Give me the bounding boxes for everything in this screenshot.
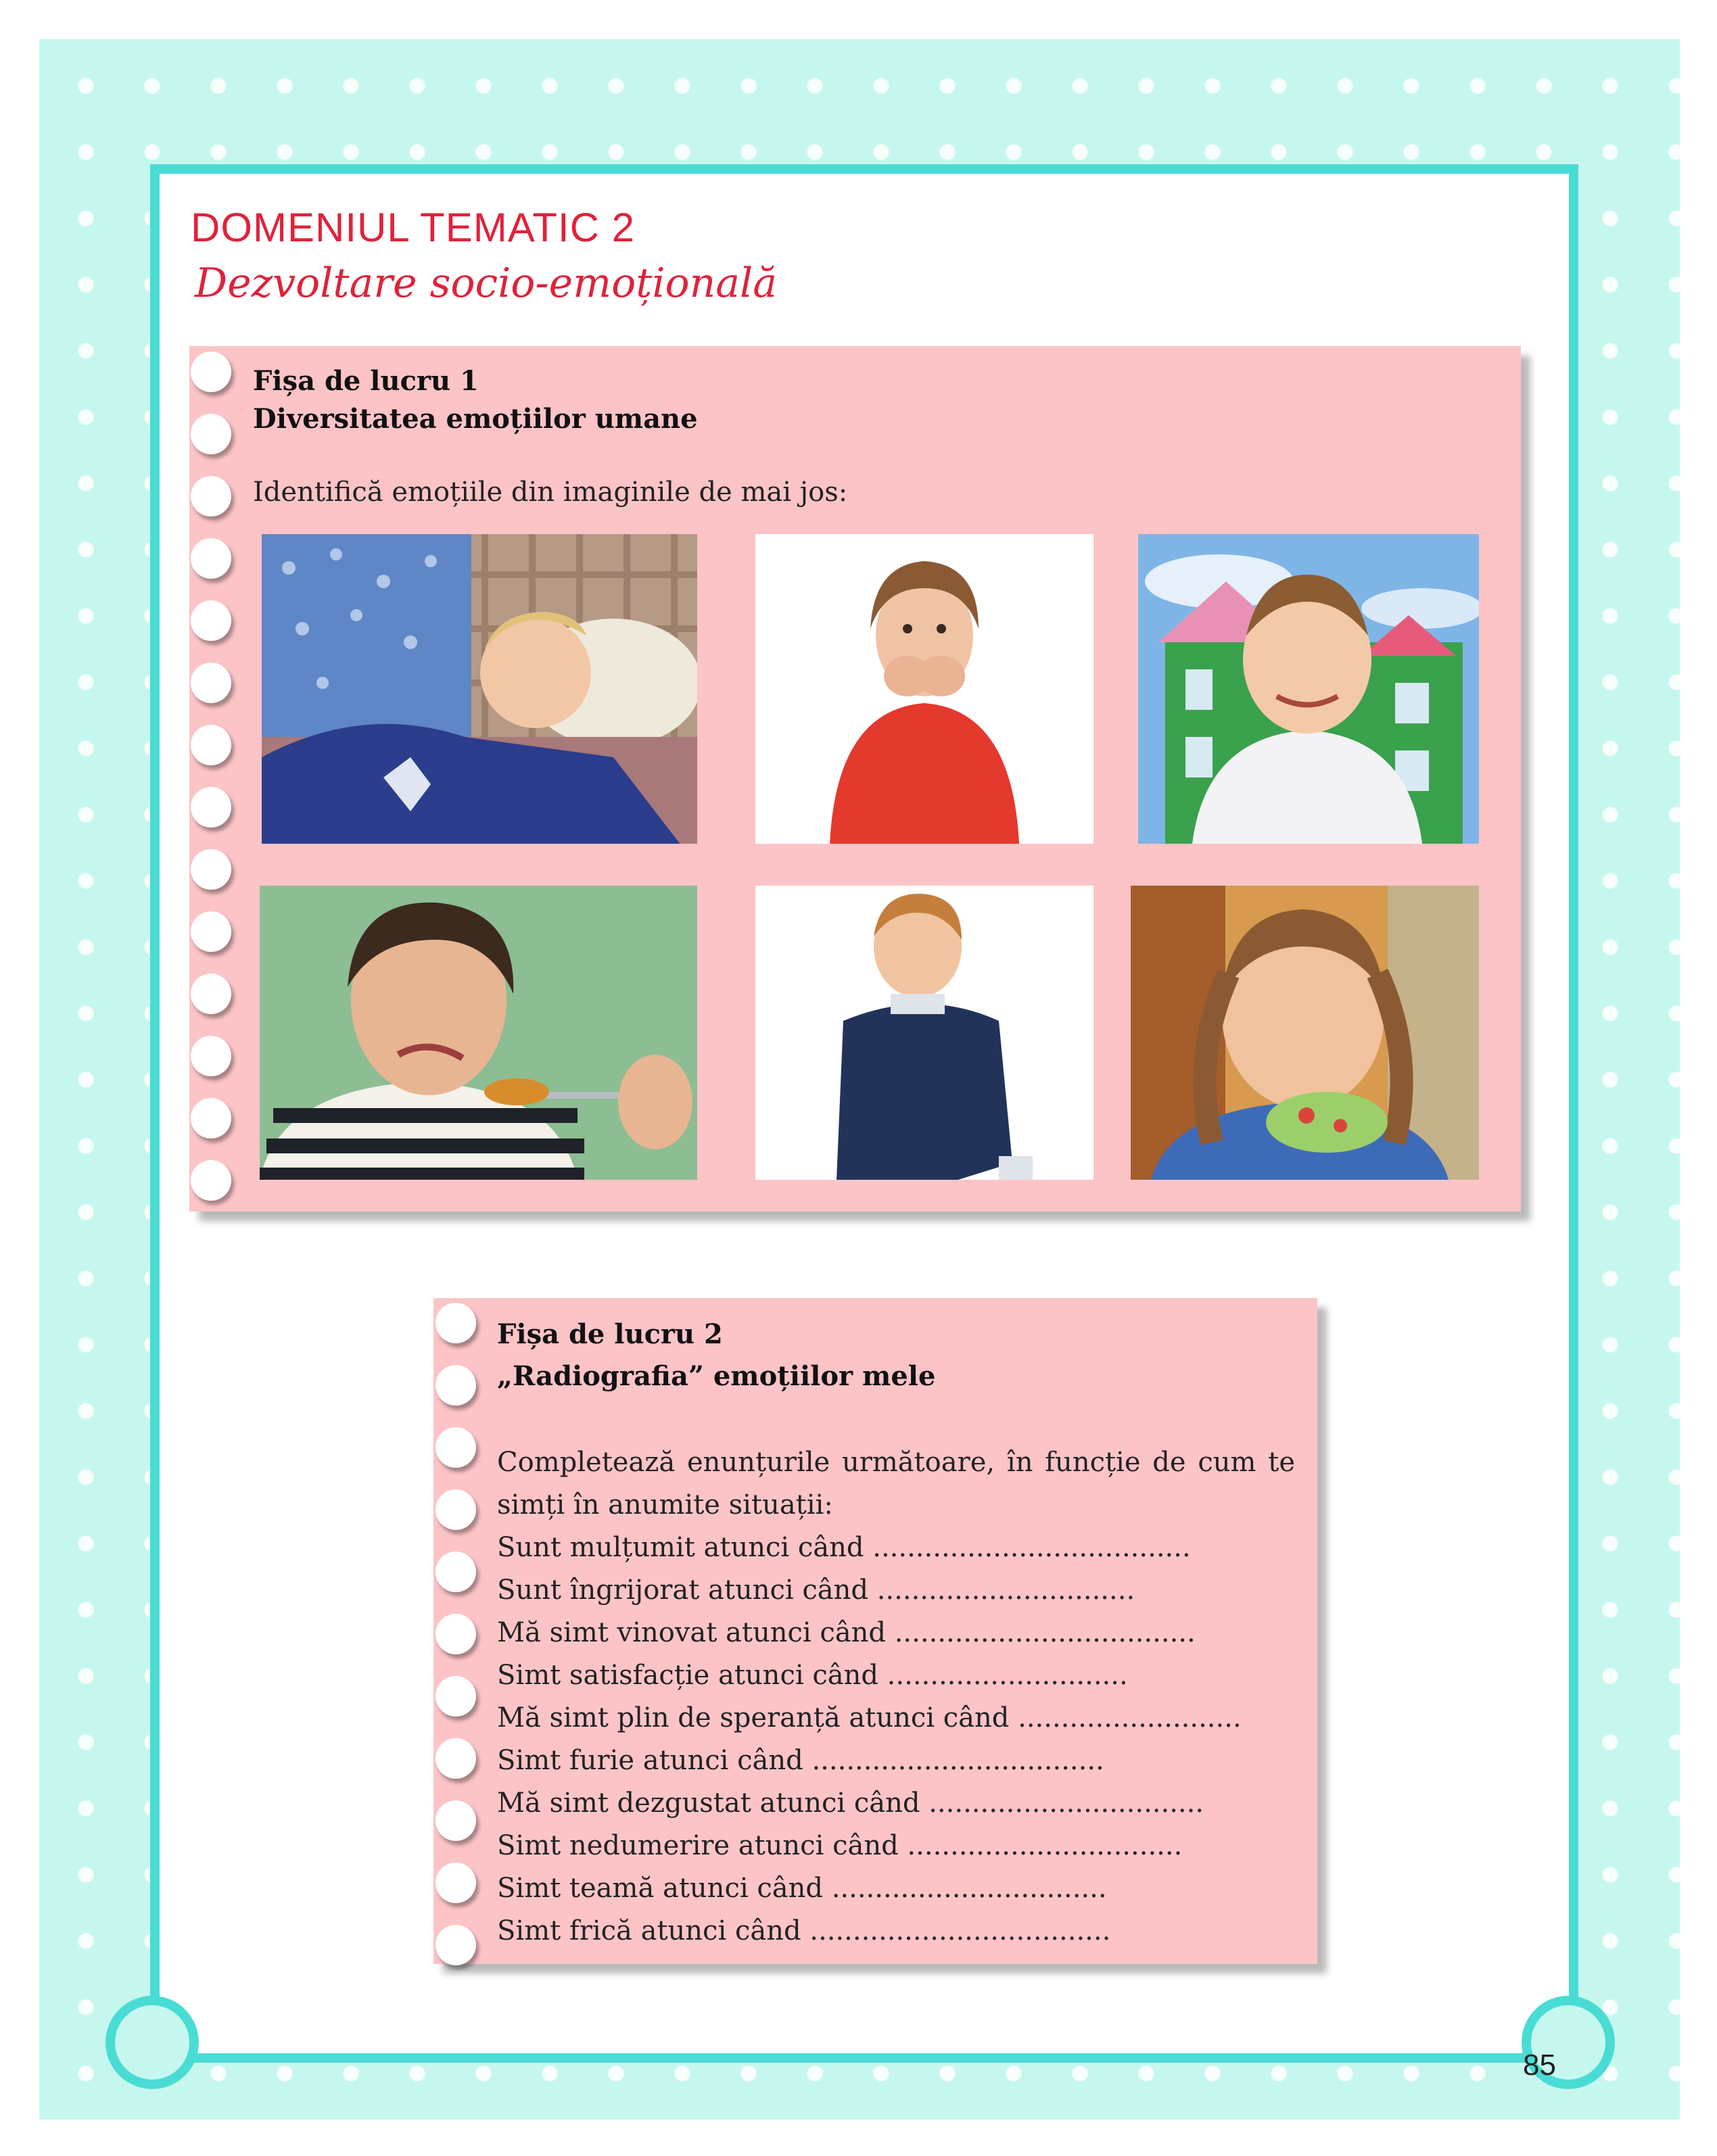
binder-hole <box>436 1800 476 1841</box>
binder-hole <box>191 974 231 1014</box>
worksheet-2-instruction-line-2: simți în anumite situații: <box>497 1489 833 1520</box>
binder-hole <box>191 538 231 579</box>
binder-hole <box>191 476 231 517</box>
binder-hole <box>436 1614 476 1654</box>
domain-title: DOMENIUL TEMATIC 2 <box>191 205 635 250</box>
sentence-line-1: Sunt mulțumit atunci când ..................................... <box>497 1532 1191 1563</box>
worksheet-1-instruction: Identifică emoțiile din imaginile de mai jos: <box>253 477 848 508</box>
binder-hole <box>436 1427 476 1468</box>
binder-hole <box>191 911 231 952</box>
photo-girl-braids-salad <box>1131 886 1479 1180</box>
sentence-line-4: Simt satisfacție atunci când ............................ <box>497 1660 1128 1691</box>
domain-subtitle: Dezvoltare socio-emoțională <box>195 260 778 307</box>
binder-hole <box>191 725 231 765</box>
binder-hole <box>191 787 231 828</box>
binder-hole <box>436 1552 476 1592</box>
binder-hole <box>436 1365 476 1406</box>
sentence-line-6: Simt furie atunci când .................................. <box>497 1745 1104 1776</box>
photo-girl-scared <box>755 534 1093 844</box>
binder-hole <box>191 352 231 392</box>
page-number: 85 <box>1523 2049 1556 2082</box>
sentence-line-7: Mă simt dezgustat atunci când ................................ <box>497 1788 1204 1819</box>
binder-hole <box>191 1036 231 1076</box>
sentence-line-10: Simt frică atunci când ................................... <box>497 1915 1111 1946</box>
binder-hole <box>191 849 231 890</box>
sentence-line-2: Sunt îngrijorat atunci când .............................. <box>497 1575 1135 1606</box>
binder-hole <box>191 1098 231 1139</box>
corner-notch-left <box>105 1996 199 2089</box>
binder-hole <box>436 1738 476 1779</box>
binder-hole <box>436 1489 476 1530</box>
binder-hole <box>191 600 231 641</box>
binder-hole <box>436 1303 476 1343</box>
sentence-line-8: Simt nedumerire atunci când ................................ <box>497 1830 1183 1861</box>
binder-hole <box>191 1160 231 1201</box>
sentence-line-5: Mă simt plin de speranță atunci când .......................... <box>497 1702 1242 1733</box>
binder-hole <box>191 414 231 454</box>
binder-hole <box>436 1925 476 1965</box>
photo-boy-lying-sad <box>262 534 697 844</box>
photo-toddler-smiling <box>1138 534 1479 844</box>
worksheet-1-number: Fișa de lucru 1 <box>253 365 479 397</box>
binder-hole <box>436 1676 476 1717</box>
worksheet-1-title: Diversitatea emoțiilor umane <box>253 403 698 435</box>
worksheet-2-number: Fișa de lucru 2 <box>497 1318 723 1350</box>
binder-hole <box>191 663 231 703</box>
photo-boy-sweater <box>755 886 1093 1180</box>
worksheet-2-title: „Radiografia” emoțiilor mele <box>497 1360 936 1392</box>
binder-hole <box>436 1863 476 1903</box>
worksheet-2-instruction-line-1: Completează enunțurile următoare, în funcție de cum te <box>497 1447 1295 1478</box>
sentence-line-9: Simt teamă atunci când ................................ <box>497 1873 1107 1904</box>
sentence-line-3: Mă simt vinovat atunci când ................................... <box>497 1617 1196 1648</box>
photo-boy-disgusted-spoon <box>260 886 697 1180</box>
